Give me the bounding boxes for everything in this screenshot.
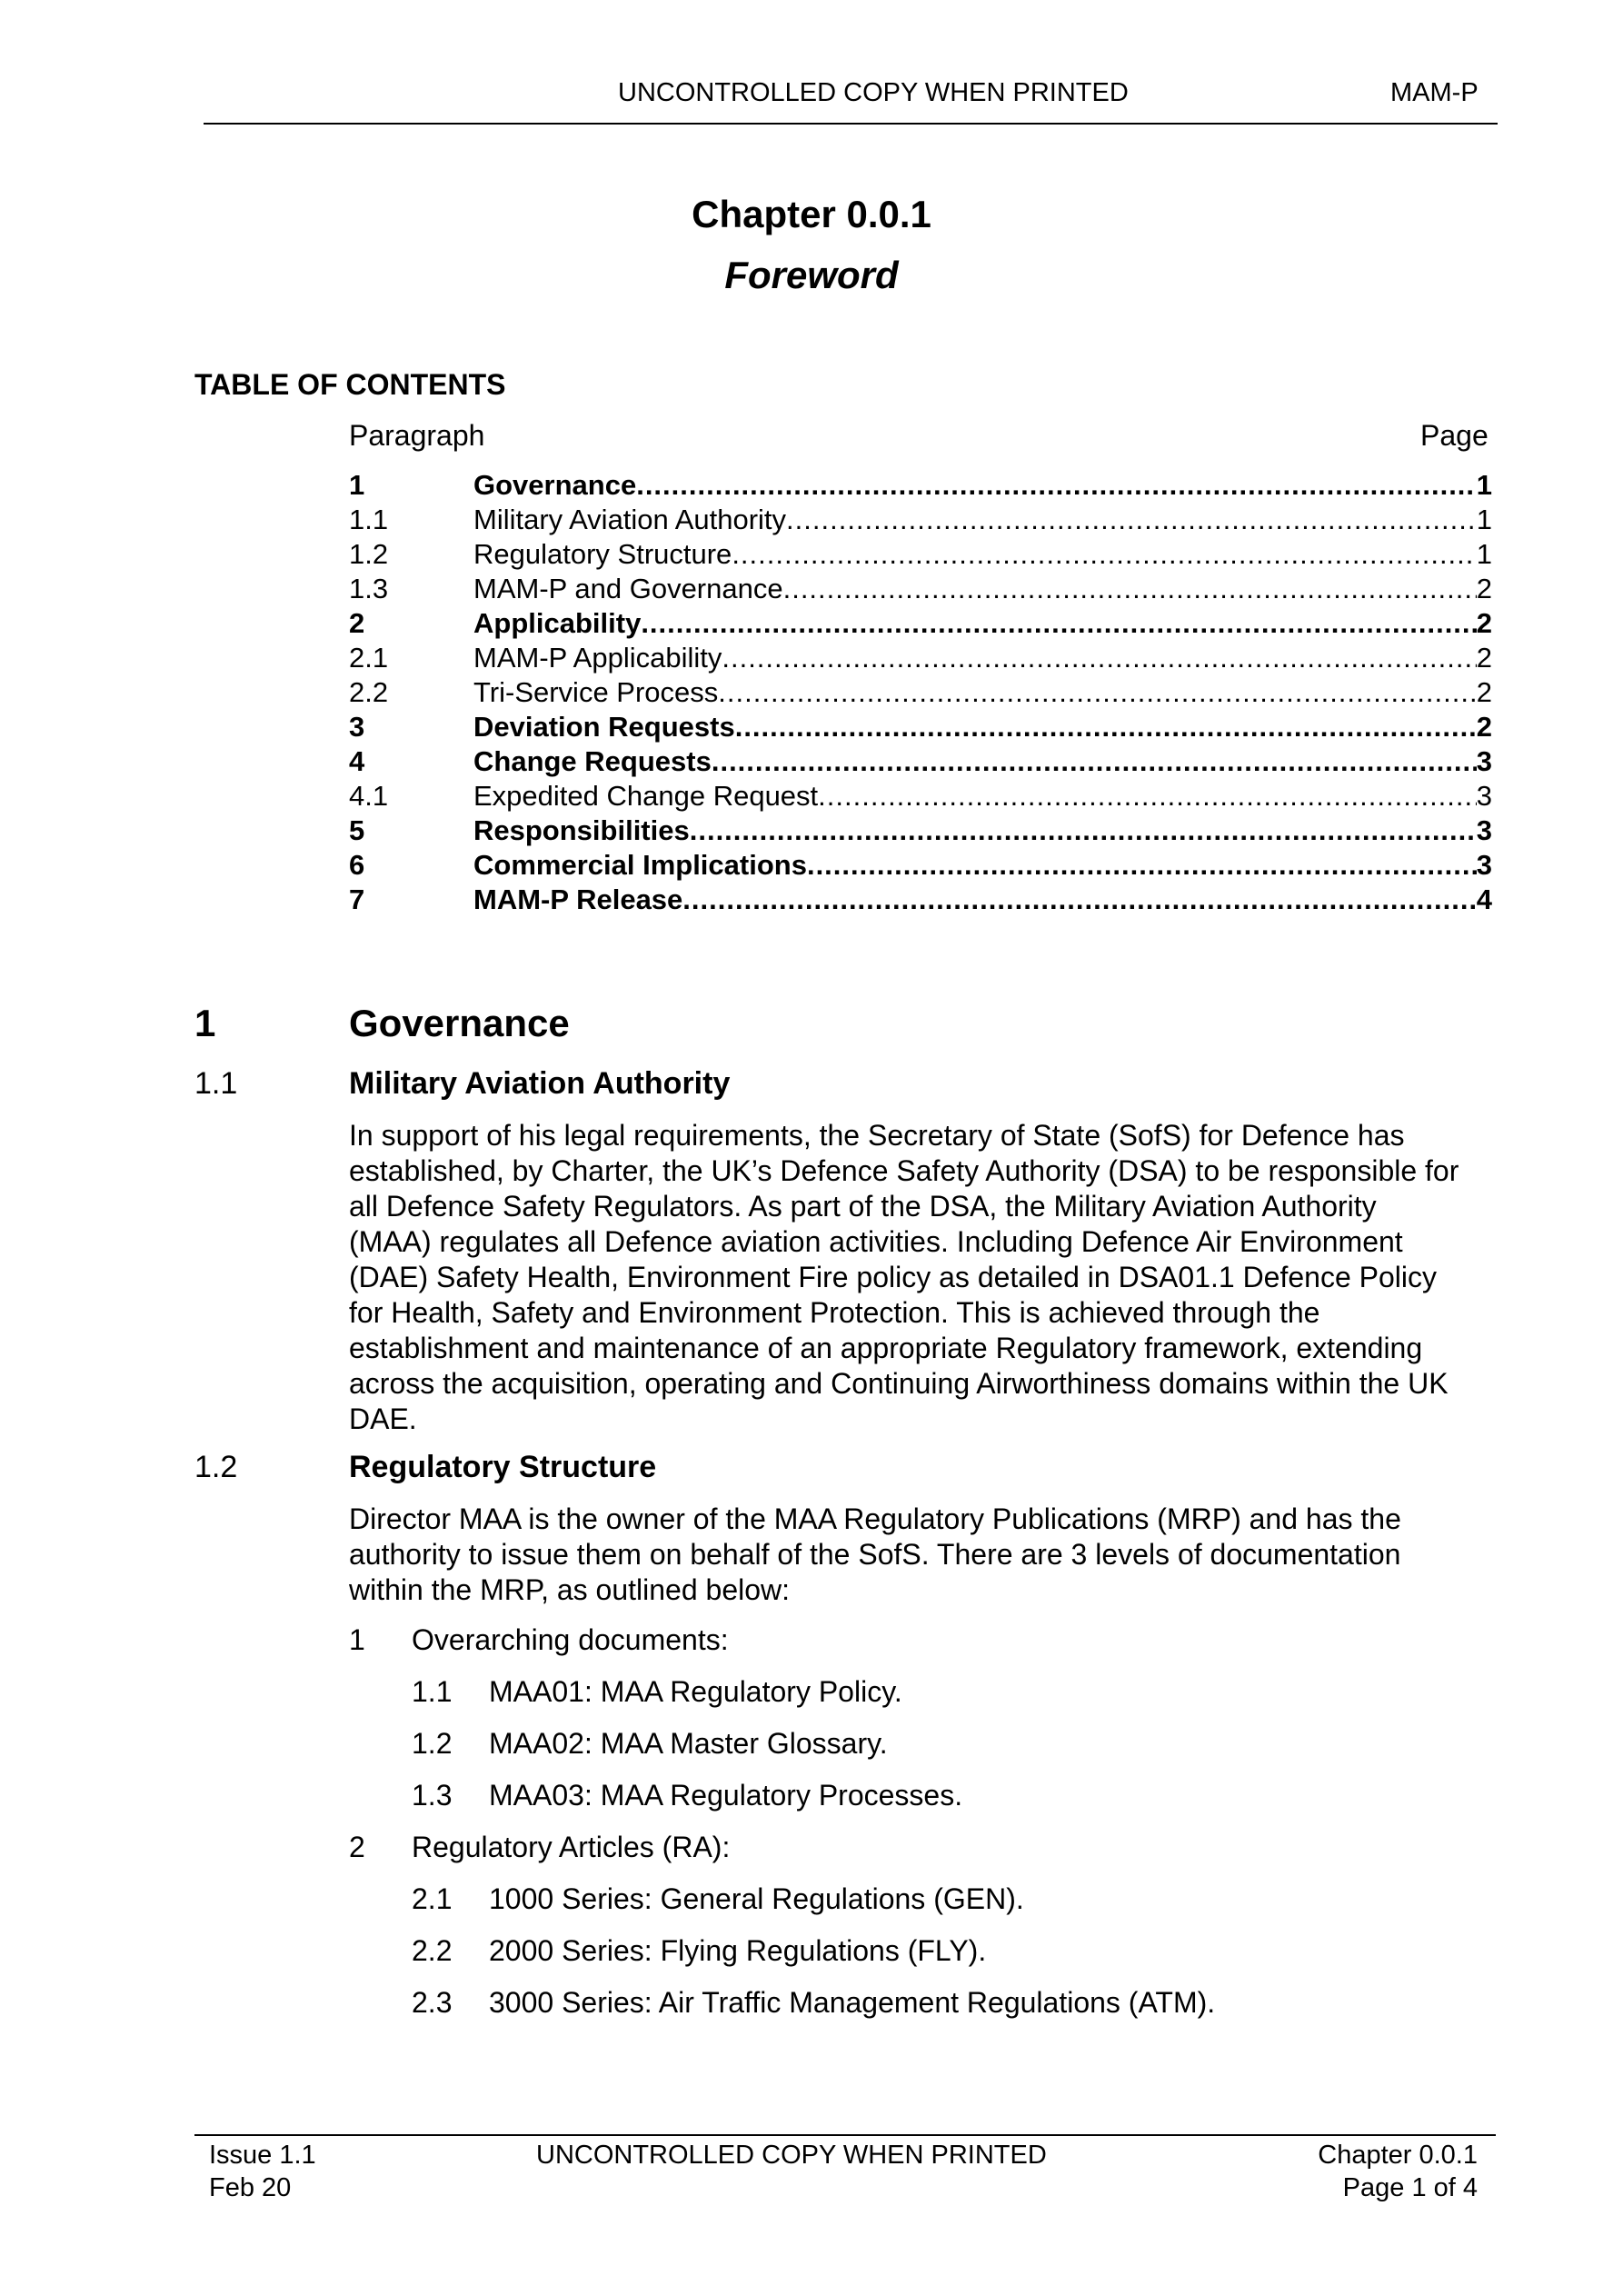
toc-entry-title: Expedited Change Request: [473, 780, 819, 812]
toc-entry-number: 1: [349, 469, 365, 501]
toc-entry-page: 3: [1476, 814, 1492, 846]
list-item-number: 2.1: [412, 1882, 453, 1915]
toc-entry-number: 2.2: [349, 676, 389, 708]
paragraph-line: authority to issue them on behalf of the SofS. There are 3 levels of documentation: [349, 1538, 1401, 1571]
list-item-text: 3000 Series: Air Traffic Management Regulations (ATM).: [489, 1986, 1216, 2019]
toc-entry[interactable]: [349, 779, 1492, 814]
toc-entry-page: 1: [1476, 469, 1492, 501]
subsection-title: Regulatory Structure: [349, 1450, 657, 1484]
toc-entry-page: 1: [1476, 504, 1492, 535]
toc-heading: TABLE OF CONTENTS: [194, 368, 506, 401]
list-item-text: 1000 Series: General Regulations (GEN).: [489, 1882, 1024, 1915]
toc-col-page: Page: [1420, 419, 1489, 452]
paragraph-line: established, by Charter, the UK’s Defence Safety Authority (DSA) to be responsible for: [349, 1154, 1459, 1187]
toc-entry[interactable]: [349, 468, 1492, 503]
toc-entry-page: 2: [1476, 711, 1492, 743]
toc-entry[interactable]: [349, 848, 1492, 883]
toc-entry-title: Applicability: [473, 607, 642, 639]
subsection-title: Military Aviation Authority: [349, 1066, 731, 1101]
toc-entry-page: 2: [1476, 573, 1492, 604]
toc-entry-page: 3: [1476, 745, 1492, 777]
paragraph-line: Director MAA is the owner of the MAA Regulatory Publications (MRP) and has the: [349, 1502, 1401, 1535]
toc-entry-title: Regulatory Structure: [473, 538, 732, 570]
toc-entry[interactable]: [349, 814, 1492, 848]
toc-dot-leader: [818, 779, 1477, 814]
toc-entry[interactable]: [349, 883, 1492, 917]
toc-col-paragraph: Paragraph: [349, 419, 485, 452]
toc-dot-leader: [641, 606, 1476, 641]
section-number: 1: [194, 1002, 216, 1044]
paragraph-line: establishment and maintenance of an appropriate Regulatory framework, extending: [349, 1332, 1423, 1364]
toc-dot-leader: [636, 468, 1477, 503]
toc-entry[interactable]: [349, 572, 1492, 606]
toc-dot-leader: [712, 744, 1477, 779]
paragraph-line: for Health, Safety and Environment Protection. This is achieved through the: [349, 1296, 1320, 1329]
toc-entry-title: Responsibilities: [473, 814, 690, 846]
header-classification: UNCONTROLLED COPY WHEN PRINTED: [618, 78, 1129, 107]
toc-entry-number: 3: [349, 711, 365, 743]
paragraph-line: all Defence Safety Regulators. As part of the DSA, the Military Aviation Authority: [349, 1190, 1377, 1223]
toc-entry[interactable]: [349, 641, 1492, 675]
chapter-subtitle: Foreword: [724, 254, 899, 296]
toc-dot-leader: [783, 572, 1477, 606]
subsection-number: 1.1: [194, 1066, 238, 1101]
toc-entry-page: 2: [1476, 642, 1492, 674]
toc-dot-leader: [732, 537, 1476, 572]
toc-entry-title: Commercial Implications: [473, 849, 807, 881]
list-item-number: 2.3: [412, 1986, 453, 2019]
toc-entry-title: MAM-P Release: [473, 883, 683, 915]
header-rule: [204, 123, 1498, 125]
list-item-number: 1.2: [412, 1727, 453, 1760]
toc-entry[interactable]: [349, 606, 1492, 641]
toc-entry-number: 2: [349, 607, 365, 639]
paragraph-line: within the MRP, as outlined below:: [349, 1573, 791, 1606]
toc-entry-title: Change Requests: [473, 745, 712, 777]
toc-dot-leader: [786, 503, 1477, 537]
toc-entry-number: 7: [349, 883, 365, 915]
chapter-title: Chapter 0.0.1: [692, 193, 931, 235]
header-doc-code: MAM-P: [1390, 78, 1479, 107]
toc-entry-number: 2.1: [349, 642, 389, 674]
footer-page-number: Page 1 of 4: [1342, 2173, 1478, 2202]
paragraph-line: across the acquisition, operating and Continuing Airworthiness domains within the UK: [349, 1367, 1449, 1400]
toc-entry-number: 4.1: [349, 780, 389, 812]
section-title: Governance: [349, 1002, 570, 1044]
toc-entry-title: Military Aviation Authority: [473, 504, 787, 535]
toc-dot-leader: [682, 883, 1476, 917]
footer-rule: [194, 2134, 1496, 2136]
list-item-text: Regulatory Articles (RA):: [412, 1831, 731, 1863]
paragraph-line: (MAA) regulates all Defence aviation activities. Including Defence Air Environment: [349, 1225, 1403, 1258]
paragraph-military-aviation-authority: [349, 1118, 1530, 1437]
paragraph-line: DAE.: [349, 1403, 417, 1435]
list-item-text: MAA02: MAA Master Glossary.: [489, 1727, 888, 1760]
toc-entry-page: 1: [1476, 538, 1492, 570]
toc-entry-number: 4: [349, 745, 365, 777]
toc-entry-title: Governance: [473, 469, 637, 501]
toc-entry[interactable]: [349, 537, 1492, 572]
footer-date: Feb 20: [209, 2173, 292, 2202]
toc-entry-number: 1.1: [349, 504, 389, 535]
list-item-text: 2000 Series: Flying Regulations (FLY).: [489, 1934, 987, 1967]
list-item-number: 1.3: [412, 1779, 453, 1812]
footer-chapter: Chapter 0.0.1: [1318, 2141, 1478, 2170]
toc-entry-number: 6: [349, 849, 365, 881]
list-item-text: MAA01: MAA Regulatory Policy.: [489, 1675, 902, 1708]
toc-entry[interactable]: [349, 744, 1492, 779]
paragraph-regulatory-structure: [349, 1502, 1530, 1608]
toc-dot-leader: [807, 848, 1477, 883]
footer-classification: UNCONTROLLED COPY WHEN PRINTED: [536, 2141, 1047, 2170]
toc-entry-page: 2: [1476, 676, 1492, 708]
toc-entry[interactable]: [349, 503, 1492, 537]
toc-dot-leader: [735, 710, 1477, 744]
footer-issue: Issue 1.1: [209, 2141, 316, 2170]
toc-entry-page: 3: [1476, 849, 1492, 881]
toc-dot-leader: [690, 814, 1477, 848]
toc-dot-leader: [722, 641, 1476, 675]
list-item-number: 2.2: [412, 1934, 453, 1967]
toc-entry-title: MAM-P Applicability: [473, 642, 722, 674]
paragraph-line: In support of his legal requirements, the Secretary of State (SofS) for Defence has: [349, 1119, 1405, 1152]
list-item-text: MAA03: MAA Regulatory Processes.: [489, 1779, 963, 1812]
toc-entry[interactable]: [349, 675, 1492, 710]
toc-entry-title: Deviation Requests: [473, 711, 735, 743]
toc-entry[interactable]: [349, 710, 1492, 744]
list-item-number: 1.1: [412, 1675, 453, 1708]
toc-entry-page: 2: [1476, 607, 1492, 639]
toc-entry-title: MAM-P and Governance: [473, 573, 783, 604]
toc-entry-number: 5: [349, 814, 365, 846]
toc-entry-page: 4: [1476, 883, 1492, 915]
list-item-text: Overarching documents:: [412, 1623, 729, 1656]
toc-entry-title: Tri-Service Process: [473, 676, 719, 708]
subsection-number: 1.2: [194, 1450, 238, 1484]
list-item-number: 1: [349, 1623, 365, 1656]
toc-entry-number: 1.2: [349, 538, 389, 570]
toc-entry-number: 1.3: [349, 573, 389, 604]
paragraph-line: (DAE) Safety Health, Environment Fire policy as detailed in DSA01.1 Defence Policy: [349, 1261, 1437, 1293]
toc-dot-leader: [718, 675, 1476, 710]
toc-entry-page: 3: [1476, 780, 1492, 812]
list-item-number: 2: [349, 1831, 365, 1863]
